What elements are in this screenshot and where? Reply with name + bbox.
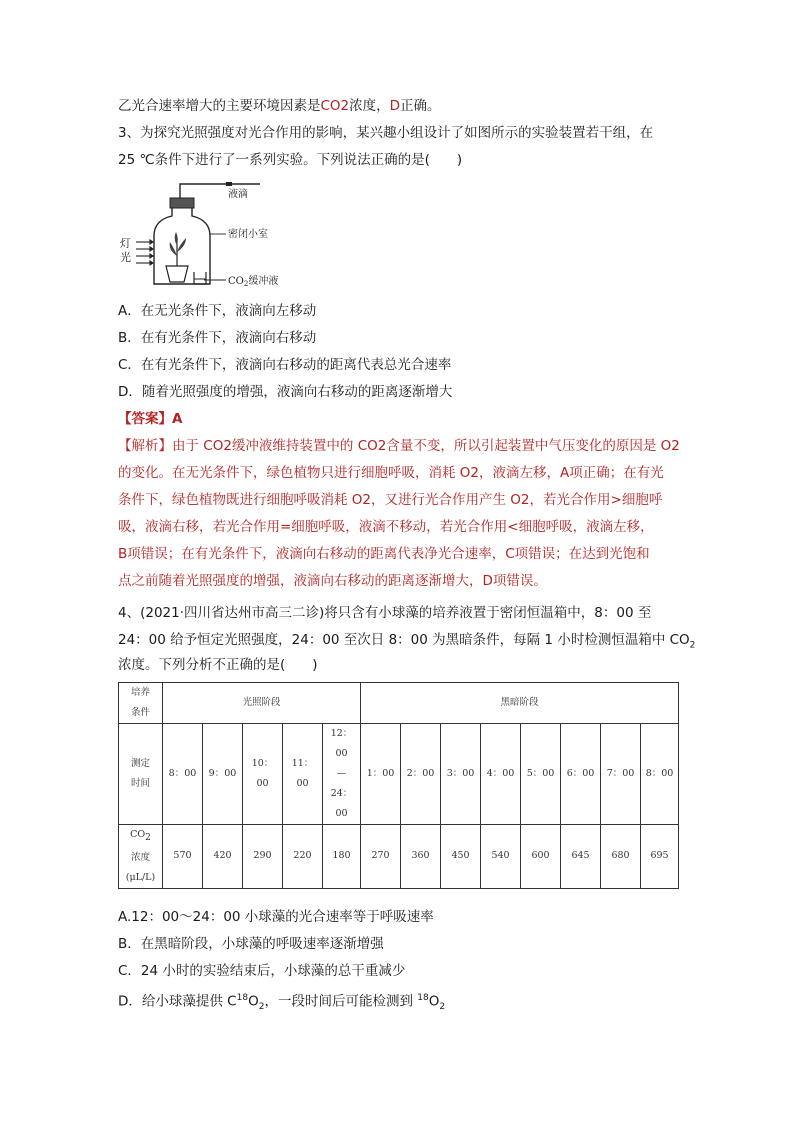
time-cell: 11： 00 — [283, 724, 323, 825]
glass-tube — [180, 184, 260, 188]
stopper — [170, 198, 194, 208]
row-label-co2: CO2 浓度 (μL/L) — [119, 825, 163, 889]
intro-line: 乙光合速率增大的主要环境因素是CO2浓度，D正确。 — [118, 98, 441, 114]
buffer-beaker — [194, 272, 206, 284]
time-cell: 9：00 — [203, 724, 243, 825]
label-lamp: 灯 — [120, 237, 131, 250]
label-light: 光 — [120, 251, 131, 264]
time-cell: 1：00 — [361, 724, 401, 825]
q3-analysis-line6: 点之前随着光照强度的增强，液滴向右移动的距离逐渐增大，D项错误。 — [118, 573, 547, 589]
label-droplet: 液滴 — [228, 189, 248, 200]
table-row-times — [119, 724, 679, 825]
pot — [166, 266, 188, 282]
apparatus-figure — [118, 180, 298, 292]
option-d-ref: D — [389, 98, 401, 114]
dark-stage-header: 黑暗阶段 — [361, 683, 679, 724]
time-cell: 12： 00 — 24： 00 — [323, 724, 361, 825]
co2-data-table — [118, 682, 679, 889]
q4-stem-line2: 24：00 给予恒定光照强度，24：00 至次日 8：00 为黑暗条件，每隔 1 小时检测恒温箱中 $CO_2$ — [118, 632, 696, 651]
q4-stem-line1: 4、(2021·四川省达州市高三二诊)将只含有小球藻的培养液置于密闭恒温箱中，8：00 至 — [118, 605, 652, 621]
co2-value: 600 — [521, 825, 561, 889]
co2-value: 360 — [401, 825, 441, 889]
time-cell: 10： 00 — [243, 724, 283, 825]
q3-answer: 【答案】A — [118, 411, 183, 427]
q4-option-a: A.12：00～24：00 小球藻的光合速率等于呼吸速率 — [118, 909, 434, 925]
co2-value: 220 — [283, 825, 323, 889]
q3-analysis-line4: 吸，液滴右移，若光合作用=细胞呼吸，液滴不移动，若光合作用<细胞呼吸，液滴左移， — [118, 519, 654, 535]
co2-value: 645 — [561, 825, 601, 889]
co2-value: 570 — [163, 825, 203, 889]
q3-stem-line1: 3、为探究光照强度对光合作用的影响，某兴趣小组设计了如图所示的实验装置若干组，在 — [118, 125, 654, 141]
time-cell: 3：00 — [441, 724, 481, 825]
q4-option-d: D．给小球藻提供 $C^{18}O_2$，一段时间后可能检测到 $^{18}O_2$ — [118, 993, 446, 1013]
co2-value: 450 — [441, 825, 481, 889]
co2-value: 290 — [243, 825, 283, 889]
label-buffer: $CO_2$缓冲液 — [228, 276, 279, 288]
co2-value: 680 — [601, 825, 641, 889]
co2-value: 420 — [203, 825, 243, 889]
time-cell: 8：00 — [163, 724, 203, 825]
co2-value: 540 — [481, 825, 521, 889]
droplet — [226, 182, 232, 186]
time-cell: 6：00 — [561, 724, 601, 825]
light-stage-header: 光照阶段 — [163, 683, 361, 724]
time-cell: 4：00 — [481, 724, 521, 825]
q3-option-b: B．在有光条件下，液滴向右移动 — [118, 330, 317, 346]
co2-value: 695 — [641, 825, 679, 889]
q3-stem-line2: 25 ℃条件下进行了一系列实验。下列说法正确的是( ) — [118, 152, 463, 168]
co2-value: 270 — [361, 825, 401, 889]
table-row-co2 — [119, 825, 679, 889]
light-arrows — [136, 240, 153, 265]
q3-analysis-line2: 的变化。在无光条件下，绿色植物只进行细胞呼吸，消耗 O2，液滴左移，A项正确；在有光 — [118, 465, 664, 481]
label-chamber: 密闭小室 — [228, 229, 268, 240]
q3-option-d: D．随着光照强度的增强，液滴向右移动的距离逐渐增大 — [118, 384, 453, 400]
co2-value: 180 — [323, 825, 361, 889]
q3-option-a: A．在无光条件下，液滴向左移动 — [118, 303, 317, 319]
time-cell: 8：00 — [641, 724, 679, 825]
q4-stem-line3: 浓度。下列分析不正确的是( ) — [118, 657, 318, 673]
row-label-time: 测定 时间 — [119, 724, 163, 825]
q3-analysis-line3: 条件下，绿色植物既进行细胞呼吸消耗 O2，又进行光合作用产生 O2，若光合作用>细胞呼 — [118, 492, 663, 508]
time-cell: 2：00 — [401, 724, 441, 825]
q4-option-b: B．在黑暗阶段，小球藻的呼吸速率逐渐增强 — [118, 936, 384, 952]
row-label-conditions: 培养 条件 — [119, 683, 163, 724]
co2-term: CO2 — [320, 98, 350, 114]
q3-option-c: C．在有光条件下，液滴向右移动的距离代表总光合速率 — [118, 357, 452, 373]
q4-option-c: C．24 小时的实验结束后，小球藻的总干重减少 — [118, 963, 406, 979]
time-cell: 7：00 — [601, 724, 641, 825]
q3-analysis-line5: B项错误；在有光条件下，液滴向右移动的距离代表净光合速率，C项错误；在达到光饱和 — [118, 546, 650, 562]
time-cell: 5：00 — [521, 724, 561, 825]
table-row-conditions — [119, 683, 679, 724]
q3-analysis-line1: 【解析】由于 CO2缓冲液维持装置中的 CO2含量不变，所以引起装置中气压变化的原因是 O2 — [118, 438, 680, 454]
